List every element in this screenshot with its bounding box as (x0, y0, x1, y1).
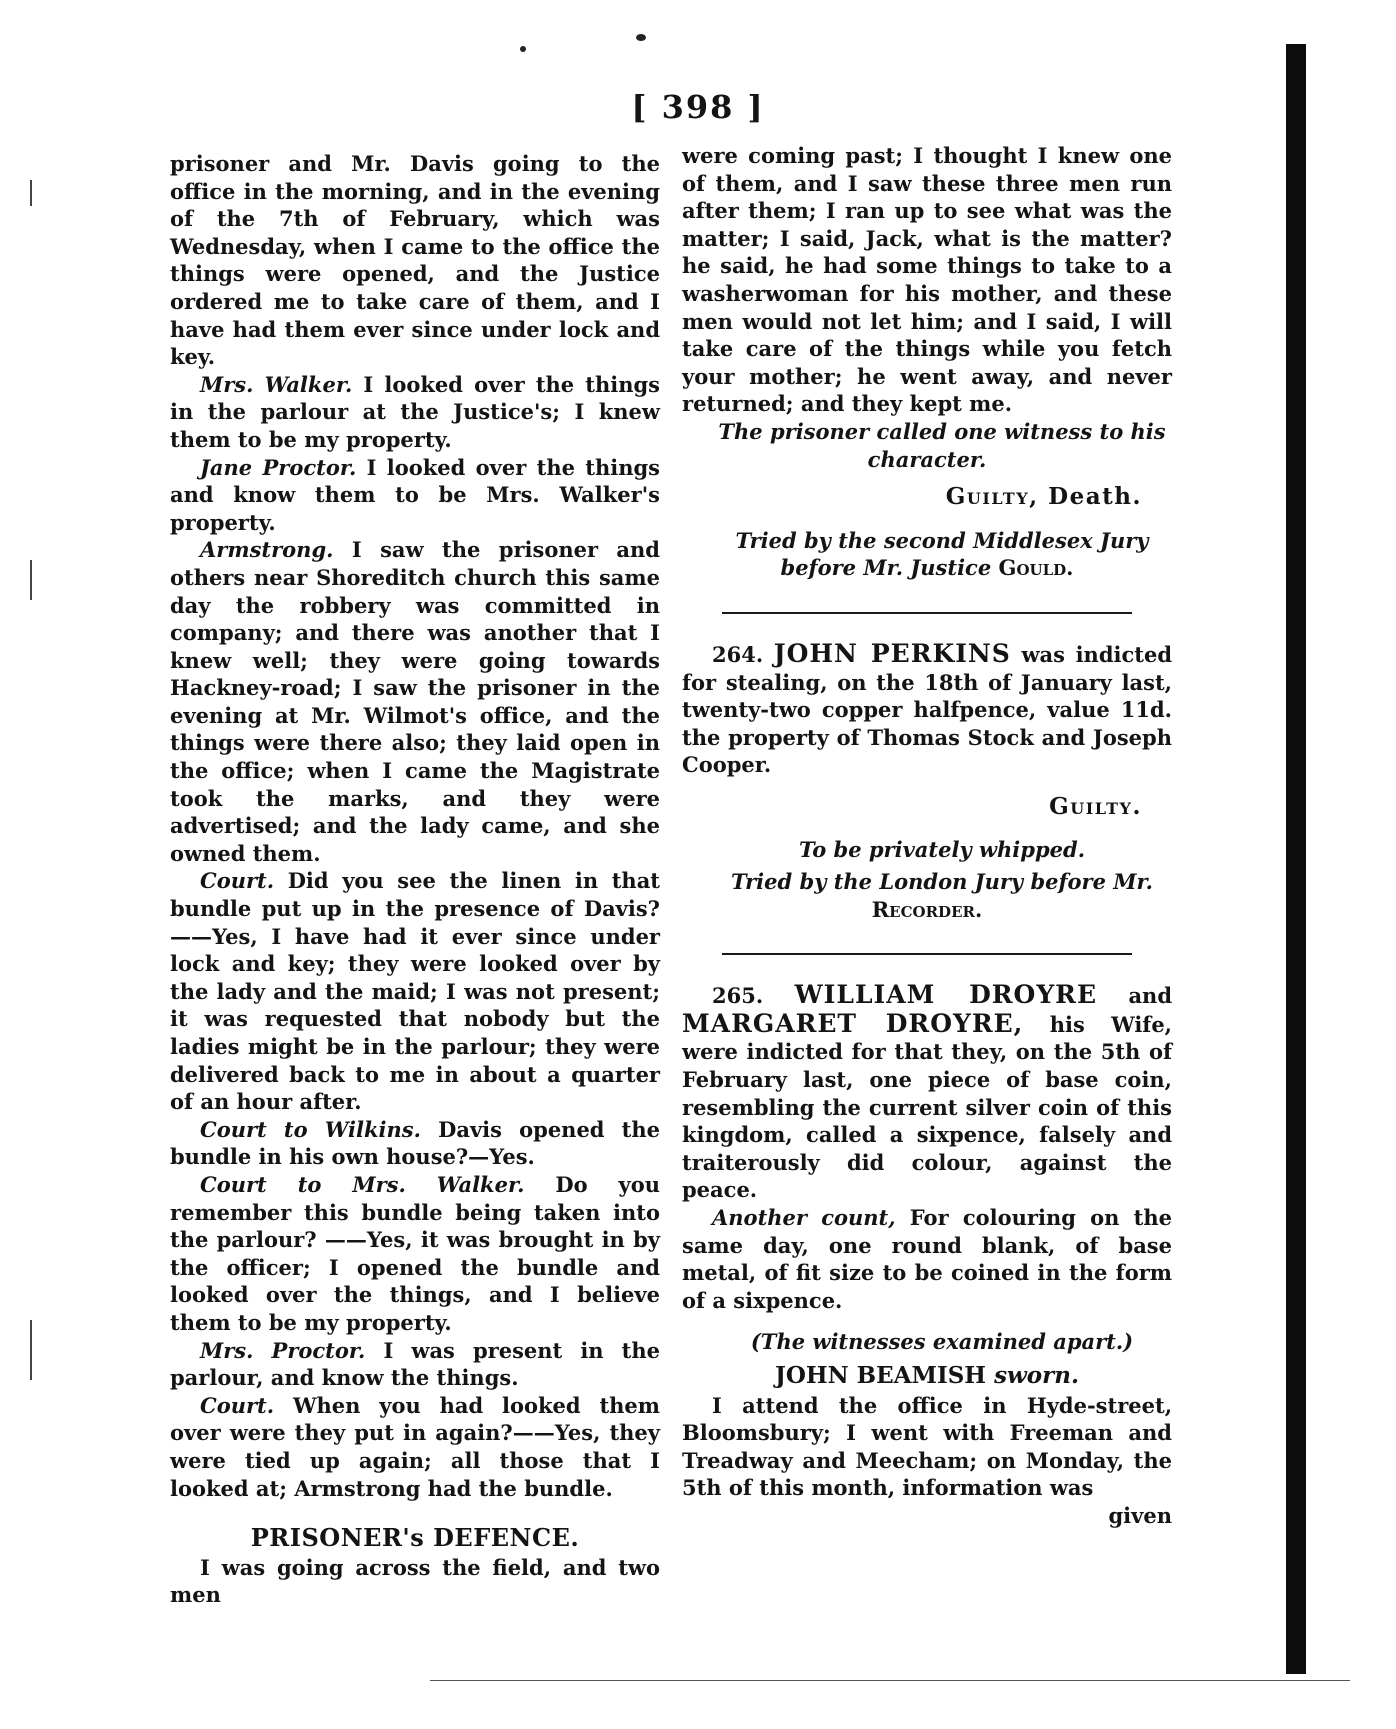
testimony-text: I looked over the things in the parlour at the Justice's; I knew them to be my property. (170, 371, 660, 452)
testimony-text: Do you remember this bundle being taken into the parlour? ——Yes, it was brought in by the officer; I opened the bundle and looked over the things, and I believe them to be my property. (170, 1171, 660, 1335)
beamish-testimony: I attend the office in Hyde-street, Bloomsbury; I went with Freeman and Treadway and Meecham; on Monday, the 5th of this month, information was (682, 1392, 1172, 1501)
conjunction: and (1128, 983, 1173, 1009)
judge-name: Gould. (998, 555, 1074, 581)
indictment-text: was indicted for stealing, on the 18th of January last, twenty-two copper halfpence, value 11d. the property of Thomas Stock and Joseph Cooper. (682, 641, 1173, 778)
speaker: Court to Wilkins. (200, 1116, 421, 1142)
verdict-sentence: Death. (1048, 483, 1142, 511)
testimony-court-walker (170, 1171, 660, 1337)
scan-edge-shadow (1286, 44, 1306, 1674)
testimony-proctor (170, 454, 660, 537)
testimony-court-wilkins (170, 1116, 660, 1171)
tried-note-1 (682, 527, 1172, 582)
speaker: Jane Proctor. (200, 454, 357, 480)
testimony-text: When you had looked them over were they put in again?——Yes, they were tied up again; all those that I looked at; Armstrong had the bundle. (170, 1392, 660, 1501)
witnesses-note: (The witnesses examined apart.) (750, 1329, 1134, 1355)
testimony-text: I was present in the parlour, and know the things. (170, 1337, 660, 1391)
case-number: 265. (712, 983, 764, 1009)
scan-margin-mark (30, 560, 32, 600)
scan-speck (520, 46, 526, 52)
defence-text: I was going across the field, and two men (170, 1554, 660, 1608)
verdict-label: Guilty, (945, 483, 1039, 511)
case-264 (682, 640, 1172, 779)
defendant-name: WILLIAM DROYRE (794, 980, 1098, 1010)
sworn-heading (682, 1362, 1172, 1390)
case-number: 264. (712, 641, 764, 667)
speaker: Mrs. Walker. (200, 371, 353, 397)
section-divider (722, 612, 1132, 614)
catchword: given (1108, 1502, 1172, 1528)
sworn-word: sworn. (994, 1361, 1079, 1389)
scan-speck (636, 34, 646, 41)
page-number: [ 398 ] (631, 88, 765, 126)
right-column (682, 142, 1172, 1530)
defendant-name: MARGARET DROYRE, (682, 1008, 1024, 1038)
testimony-text: I looked over the things and know them to be Mrs. Walker's property. (170, 454, 660, 535)
judge-name: Recorder. (871, 896, 983, 922)
scan-margin-mark (30, 1320, 32, 1380)
speaker: Court to Mrs. Walker. (200, 1171, 525, 1197)
testimony-court (170, 867, 660, 1115)
count-text: For colouring on the same day, one round blank, of base metal, of fit size to be coined in the form of a sixpence. (682, 1205, 1172, 1313)
testimony-text: Davis opened the bundle in his own house?—Yes. (170, 1116, 661, 1170)
speaker: Court. (200, 1392, 275, 1418)
defendant-name: JOHN PERKINS (773, 638, 1011, 668)
sentence-note: To be privately whipped. (798, 837, 1086, 863)
scan-margin-mark (30, 180, 32, 206)
another-count (682, 1204, 1172, 1314)
speaker: Armstrong. (200, 537, 334, 563)
tried-text: Tried by the London Jury before Mr. (731, 869, 1153, 895)
scan-bottom-edge (430, 1680, 1350, 1681)
count-label: Another count, (712, 1205, 896, 1230)
tried-text: Tried by the second Middlesex Jury before Mr. Justice (735, 527, 1149, 581)
speaker: Court. (200, 868, 275, 894)
section-divider (722, 953, 1132, 955)
indictment-text: his Wife, were indicted for that they, on the 5th of February last, one piece of base coin, resembling the current silver coin of this kingdom, called a sixpence, falsely and traiterously did colour, against the peace. (682, 1011, 1172, 1203)
witness-note: The prisoner called one witness to his character. (718, 418, 1166, 472)
left-column (170, 150, 660, 1609)
defence-heading: PRISONER's DEFENCE. (250, 1523, 580, 1553)
witness-name: JOHN BEAMISH (774, 1361, 987, 1389)
paragraph: prisoner and Mr. Davis going to the office in the morning, and in the evening of the 7th of February, which was Wednesday, when I came to the office the things were opened, and the Justice ordered me to take care of them, and I have had them ever since under lock and key. (170, 151, 660, 370)
testimony-court-final (170, 1392, 660, 1502)
case-265 (682, 981, 1172, 1204)
speaker: Mrs. Proctor. (200, 1337, 366, 1363)
testimony-text: Did you see the linen in that bundle put up in the presence of Davis? ——Yes, I have had it ever since under lock and key; they were looked over by the lady and the maid; I was not present; it was requested that nobody but the ladies might be in the parlour; they were delivered back to me in about a quarter of an hour after. (170, 868, 660, 1115)
testimony-walker (170, 371, 660, 454)
verdict-death (682, 483, 1142, 511)
testimony-armstrong (170, 536, 660, 867)
defence-continued: were coming past; I thought I knew one of them, and I saw these three men run after them; I ran up to see what was the matter; I said, Jack, what is the matter? he said, he had some things to take to a washerwoman for his mother, and these men would not let him; and I said, I will take care of the things while you fetch your mother; he went away, and never returned; and they kept me. (682, 143, 1172, 417)
verdict-guilty: Guilty. (1049, 792, 1142, 820)
tried-note-2 (682, 868, 1172, 923)
testimony-mrs-proctor (170, 1337, 660, 1392)
testimony-text: I saw the prisoner and others near Shoreditch church this same day the robbery was committed in company; and there was another that I knew well; they were going towards Hackney-road; I saw the prisoner in the evening at Mr. Wilmot's office, and the things were there also; they laid open in the office; when I came the Magistrate took the marks, and they were advertised; and the lady came, and she owned them. (170, 537, 660, 866)
